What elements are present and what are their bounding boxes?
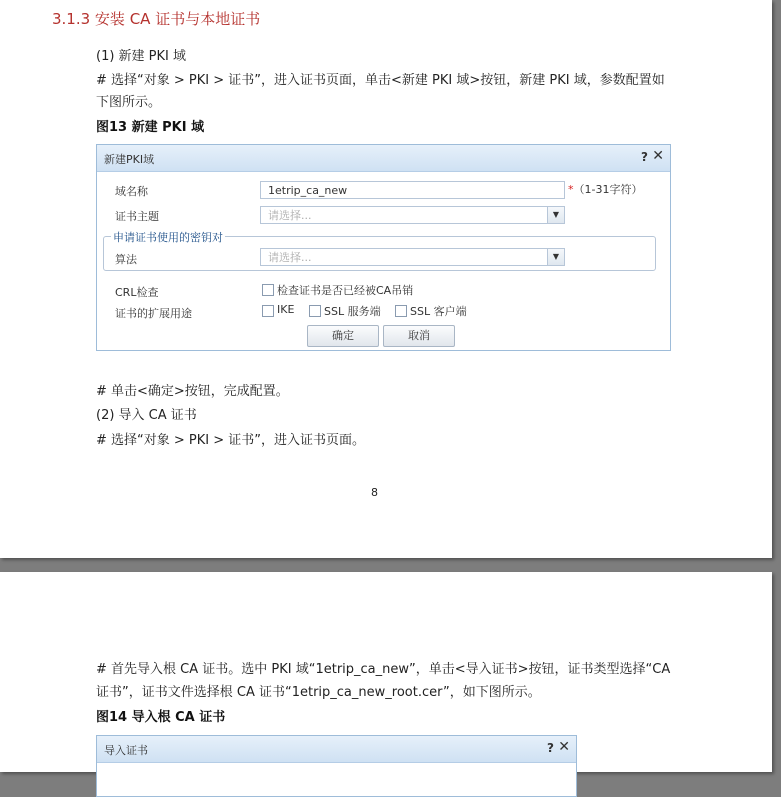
algorithm-select[interactable] — [260, 248, 565, 266]
dialog-header — [97, 145, 670, 172]
dialog-header — [97, 736, 576, 763]
usage-ssl-server-label: SSL 服务端 — [324, 305, 381, 318]
crl-check-checkbox[interactable] — [262, 284, 274, 296]
cancel-button[interactable]: 取消 — [383, 325, 455, 347]
paragraph-line: # 单击<确定>按钮，完成配置。 — [96, 384, 289, 399]
chevron-down-icon[interactable]: ▼ — [547, 207, 564, 223]
cert-subject-select[interactable] — [260, 206, 565, 224]
document-page-9 — [0, 572, 772, 772]
cert-subject-label: 证书主题 — [115, 210, 159, 223]
algorithm-label: 算法 — [115, 253, 137, 266]
step-1-heading: (1) 新建 PKI 域 — [96, 49, 187, 64]
new-pki-domain-dialog — [96, 144, 671, 351]
usage-ike-label: IKE — [277, 303, 295, 316]
ok-button[interactable]: 确定 — [307, 325, 379, 347]
hint-text: （1-31字符） — [573, 183, 643, 196]
import-cert-dialog — [96, 735, 577, 797]
figure-13-caption: 图13 新建 PKI 域 — [96, 120, 205, 135]
help-icon[interactable]: ? — [641, 150, 648, 164]
ext-usage-label: 证书的扩展用途 — [115, 307, 192, 320]
figure-14-caption: 图14 导入根 CA 证书 — [96, 710, 226, 725]
paragraph-line: 证书”，证书文件选择根 CA 证书“1etrip_ca_new_root.cer”，如下图所示。 — [96, 685, 541, 700]
paragraph-line: # 首先导入根 CA 证书。选中 PKI 域“1etrip_ca_new”，单击<导入证书>按钮，证书类型选择“CA — [96, 662, 671, 677]
algorithm-placeholder: 请选择... — [268, 251, 312, 264]
section-title: 3.1.3 安装 CA 证书与本地证书 — [52, 10, 261, 28]
usage-ike-checkbox[interactable] — [262, 305, 274, 317]
crl-label: CRL检查 — [115, 286, 159, 299]
domain-name-label: 域名称 — [115, 185, 148, 198]
close-icon[interactable]: ✕ — [558, 739, 570, 755]
paragraph-line: # 选择“对象 > PKI > 证书”，进入证书页面，单击<新建 PKI 域>按钮，新建 PKI 域，参数配置如 — [96, 73, 665, 88]
cert-subject-placeholder: 请选择... — [268, 209, 312, 222]
help-icon[interactable]: ? — [547, 741, 554, 755]
keypair-legend: 申请证书使用的密钥对 — [113, 231, 223, 244]
dialog-title: 导入证书 — [104, 744, 148, 757]
domain-name-hint — [568, 181, 642, 197]
crl-check-label: 检查证书是否已经被CA吊销 — [277, 284, 414, 297]
usage-ssl-client-label: SSL 客户端 — [410, 305, 467, 318]
usage-ssl-server-checkbox[interactable] — [309, 305, 321, 317]
usage-ssl-client-checkbox[interactable] — [395, 305, 407, 317]
chevron-down-icon[interactable]: ▼ — [547, 249, 564, 265]
dialog-title: 新建PKI域 — [104, 153, 155, 166]
domain-name-input[interactable]: 1etrip_ca_new — [260, 181, 565, 199]
required-mark: * — [568, 183, 574, 196]
paragraph-line: # 选择“对象 > PKI > 证书”，进入证书页面。 — [96, 433, 366, 448]
paragraph-line: 下图所示。 — [96, 95, 162, 110]
page-number: 8 — [371, 486, 378, 499]
close-icon[interactable]: ✕ — [652, 148, 664, 164]
step-2-heading: (2) 导入 CA 证书 — [96, 408, 197, 423]
